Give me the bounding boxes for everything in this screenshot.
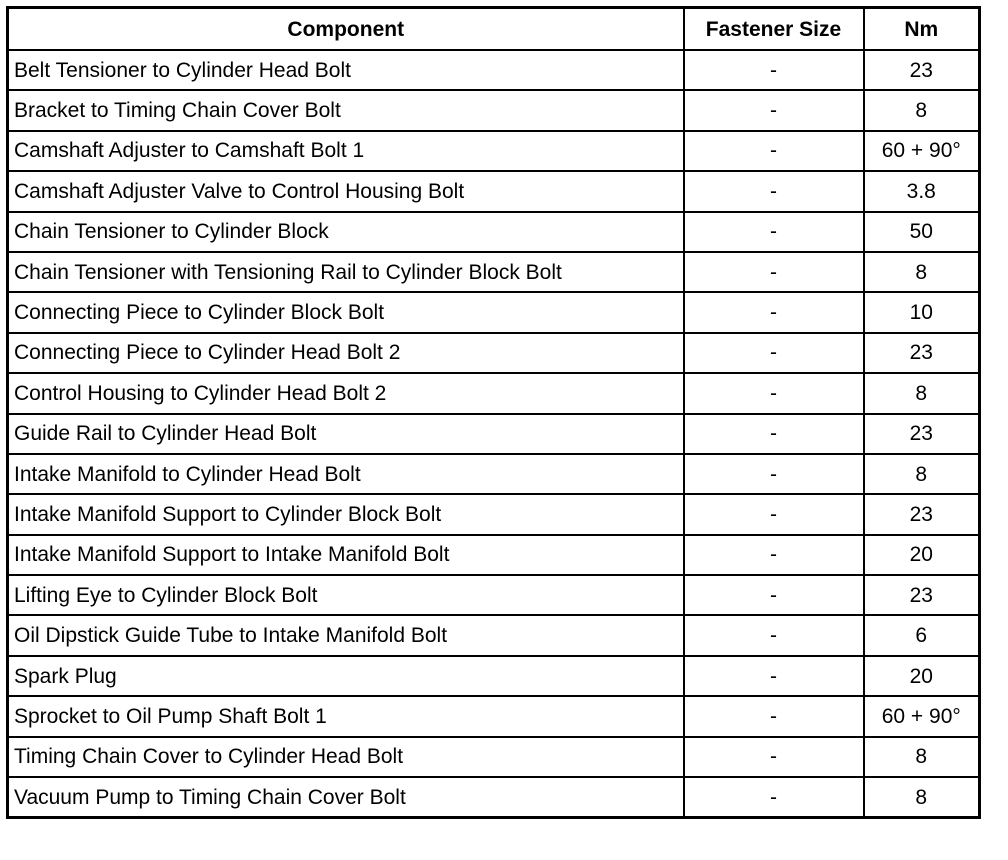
fastener-size-cell: - <box>684 373 864 413</box>
component-cell: Vacuum Pump to Timing Chain Cover Bolt <box>8 777 684 818</box>
nm-cell: 8 <box>864 252 980 292</box>
nm-cell: 8 <box>864 454 980 494</box>
nm-cell: 20 <box>864 535 980 575</box>
fastener-size-cell: - <box>684 333 864 373</box>
table-row <box>8 575 980 615</box>
nm-cell: 10 <box>864 292 980 332</box>
table-row <box>8 696 980 736</box>
nm-cell: 60 + 90° <box>864 696 980 736</box>
component-cell: Intake Manifold to Cylinder Head Bolt <box>8 454 684 494</box>
component-cell: Connecting Piece to Cylinder Head Bolt 2 <box>8 333 684 373</box>
nm-cell: 23 <box>864 333 980 373</box>
component-cell: Timing Chain Cover to Cylinder Head Bolt <box>8 737 684 777</box>
fastener-size-cell: - <box>684 535 864 575</box>
component-cell: Intake Manifold Support to Cylinder Block Bolt <box>8 494 684 534</box>
table-row <box>8 292 980 332</box>
table-row <box>8 212 980 252</box>
fastener-size-cell: - <box>684 292 864 332</box>
component-cell: Oil Dipstick Guide Tube to Intake Manifold Bolt <box>8 615 684 655</box>
fastener-size-cell: - <box>684 50 864 90</box>
nm-cell: 8 <box>864 777 980 818</box>
fastener-size-cell: - <box>684 131 864 171</box>
table-row <box>8 656 980 696</box>
component-cell: Lifting Eye to Cylinder Block Bolt <box>8 575 684 615</box>
fastener-size-cell: - <box>684 90 864 130</box>
component-cell: Sprocket to Oil Pump Shaft Bolt 1 <box>8 696 684 736</box>
component-cell: Camshaft Adjuster Valve to Control Housing Bolt <box>8 171 684 211</box>
component-cell: Guide Rail to Cylinder Head Bolt <box>8 414 684 454</box>
header-nm: Nm <box>864 8 980 51</box>
nm-cell: 23 <box>864 50 980 90</box>
nm-cell: 60 + 90° <box>864 131 980 171</box>
table-row <box>8 737 980 777</box>
nm-cell: 8 <box>864 737 980 777</box>
fastener-size-cell: - <box>684 575 864 615</box>
nm-cell: 23 <box>864 494 980 534</box>
table-body <box>8 50 980 818</box>
table-row <box>8 494 980 534</box>
nm-cell: 50 <box>864 212 980 252</box>
header-row <box>8 8 980 51</box>
fastener-size-cell: - <box>684 212 864 252</box>
header-component: Component <box>8 8 684 51</box>
component-cell: Control Housing to Cylinder Head Bolt 2 <box>8 373 684 413</box>
fastener-size-cell: - <box>684 696 864 736</box>
table-row <box>8 333 980 373</box>
fastener-size-cell: - <box>684 414 864 454</box>
component-cell: Belt Tensioner to Cylinder Head Bolt <box>8 50 684 90</box>
table-header <box>8 8 980 51</box>
nm-cell: 3.8 <box>864 171 980 211</box>
component-cell: Chain Tensioner to Cylinder Block <box>8 212 684 252</box>
component-cell: Bracket to Timing Chain Cover Bolt <box>8 90 684 130</box>
fastener-size-cell: - <box>684 252 864 292</box>
fastener-size-cell: - <box>684 494 864 534</box>
component-cell: Connecting Piece to Cylinder Block Bolt <box>8 292 684 332</box>
nm-cell: 20 <box>864 656 980 696</box>
table-row <box>8 171 980 211</box>
fastener-size-cell: - <box>684 777 864 818</box>
header-fastener-size: Fastener Size <box>684 8 864 51</box>
fastener-size-cell: - <box>684 454 864 494</box>
component-cell: Intake Manifold Support to Intake Manifold Bolt <box>8 535 684 575</box>
table-row <box>8 414 980 454</box>
table-row <box>8 50 980 90</box>
fastener-size-cell: - <box>684 171 864 211</box>
nm-cell: 6 <box>864 615 980 655</box>
fastener-size-cell: - <box>684 615 864 655</box>
table-row <box>8 252 980 292</box>
component-cell: Spark Plug <box>8 656 684 696</box>
table-row <box>8 535 980 575</box>
table-row <box>8 131 980 171</box>
nm-cell: 8 <box>864 373 980 413</box>
nm-cell: 23 <box>864 575 980 615</box>
nm-cell: 23 <box>864 414 980 454</box>
table-row <box>8 90 980 130</box>
torque-spec-table <box>6 6 981 819</box>
fastener-size-cell: - <box>684 656 864 696</box>
table-row <box>8 777 980 818</box>
table-row <box>8 615 980 655</box>
component-cell: Camshaft Adjuster to Camshaft Bolt 1 <box>8 131 684 171</box>
table-row <box>8 454 980 494</box>
table-row <box>8 373 980 413</box>
component-cell: Chain Tensioner with Tensioning Rail to Cylinder Block Bolt <box>8 252 684 292</box>
fastener-size-cell: - <box>684 737 864 777</box>
nm-cell: 8 <box>864 90 980 130</box>
